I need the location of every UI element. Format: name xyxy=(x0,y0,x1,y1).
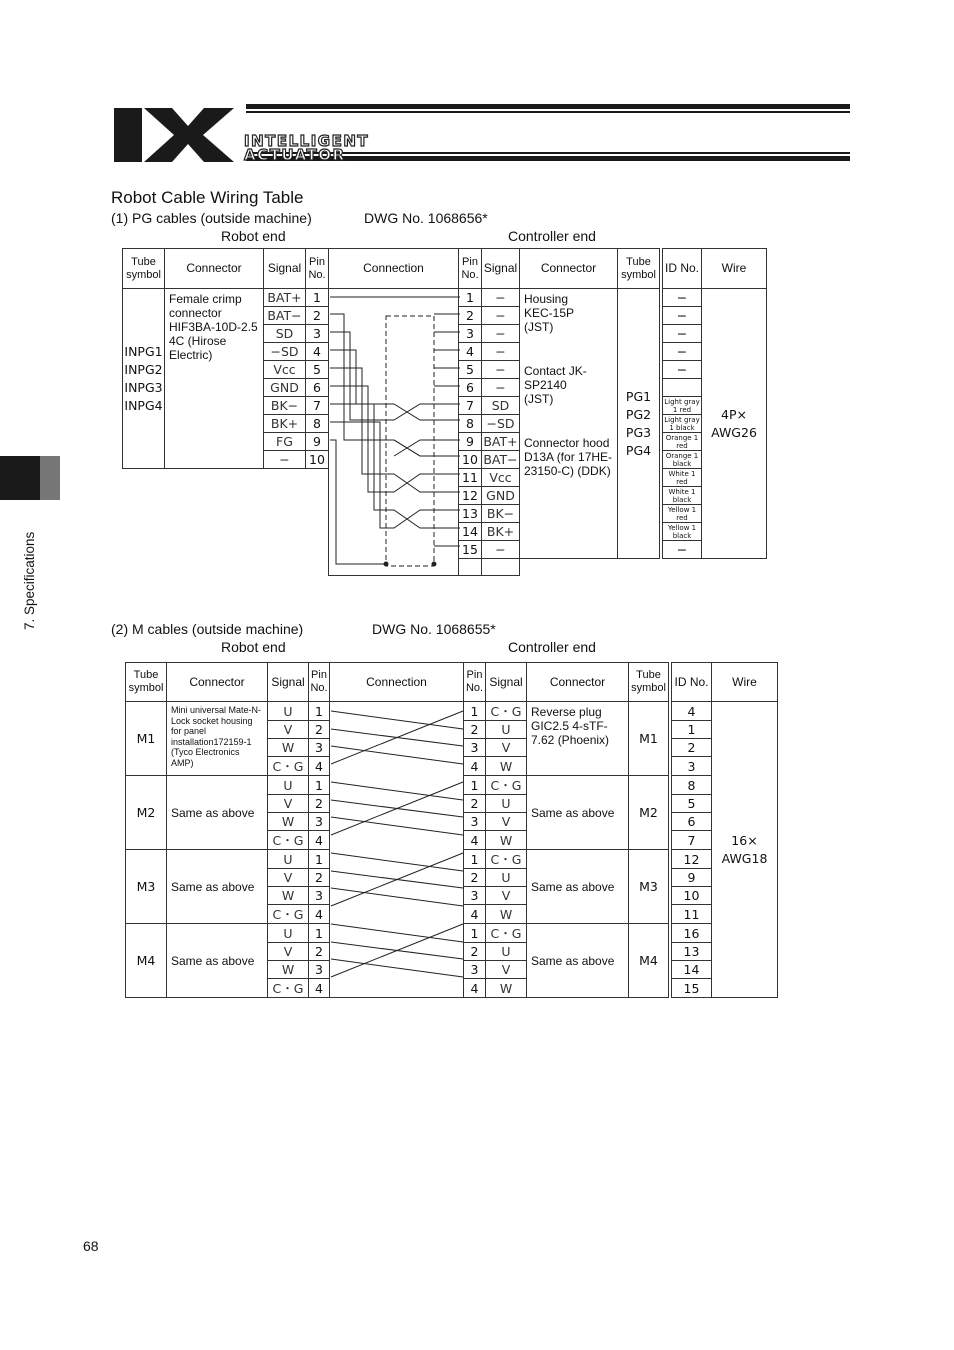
m-right-pin: 2 xyxy=(464,795,486,813)
m-right-pin: 4 xyxy=(464,831,486,850)
m-id: 3 xyxy=(672,757,712,776)
m-right-signal: W xyxy=(486,831,527,850)
m1-tube: M1 xyxy=(126,702,167,776)
m-h-wire: Wire xyxy=(712,663,778,702)
m-left-pin: 1 xyxy=(309,850,330,869)
m1-right-connector: Reverse plug GIC2.5 4-sTF-7.62 (Phoenix) xyxy=(527,702,629,776)
m-right-signal: C・G xyxy=(486,924,527,943)
m3-right-connector: Same as above xyxy=(527,850,629,924)
pg-right-pin: 15 xyxy=(459,541,482,559)
pg-id: Light gray 1 black xyxy=(664,415,700,432)
chapter-label: 7. Specifications xyxy=(22,531,37,630)
m-left-pin: 2 xyxy=(309,943,330,961)
m-h-pin-r: Pin No. xyxy=(464,663,486,702)
pg-left-pin: 10 xyxy=(306,451,329,469)
m-left-pin: 1 xyxy=(309,776,330,795)
pg-left-signal: FG xyxy=(264,433,306,451)
m-left-pin: 2 xyxy=(309,721,330,739)
pg-left-signal: BK− xyxy=(264,397,306,415)
pg-id: White 1 black xyxy=(663,487,702,505)
pg-id: Light gray 1 red xyxy=(664,397,700,414)
m-left-signal: C・G xyxy=(268,979,309,998)
pg-left-tube: INPG1 INPG2 INPG3 INPG4 xyxy=(123,289,165,469)
pg-right-pin: 5 xyxy=(459,361,482,379)
pg-left-signal: Vcc xyxy=(264,361,306,379)
m-right-pin: 4 xyxy=(464,905,486,924)
m-right-pin: 1 xyxy=(464,924,486,943)
pg-wiring-table xyxy=(122,248,776,576)
m-right-signal: W xyxy=(486,757,527,776)
pg-left-signal: − xyxy=(264,451,306,469)
chapter-tab-accent xyxy=(40,456,60,500)
pg-robot-end: Robot end xyxy=(221,228,286,244)
m-left-signal: V xyxy=(268,943,309,961)
pg-h-connector-r: Connector xyxy=(520,249,618,289)
pg-caption-text: (1) PG cables (outside machine) xyxy=(111,210,312,226)
m2-right-tube: M2 xyxy=(629,776,669,850)
m-right-pin: 2 xyxy=(464,943,486,961)
m-left-signal: U xyxy=(268,702,309,721)
pg-h-tube-r: Tube symbol xyxy=(618,249,660,289)
pg-right-signal: BK+ xyxy=(482,523,520,541)
m-right-pin: 4 xyxy=(464,979,486,998)
m-h-tube-r: Tube symbol xyxy=(629,663,669,702)
m-left-pin: 1 xyxy=(309,702,330,721)
pg-controller-end: Controller end xyxy=(508,228,596,244)
pg-left-signal: BK+ xyxy=(264,415,306,433)
pg-left-pin: 2 xyxy=(306,307,329,325)
m-caption-text: (2) M cables (outside machine) xyxy=(111,621,304,637)
pg-h-signal-r: Signal xyxy=(482,249,520,289)
m4-right-connector: Same as above xyxy=(527,924,629,998)
pg-left-pin: 6 xyxy=(306,379,329,397)
m-left-signal: C・G xyxy=(268,831,309,850)
m-id: 4 xyxy=(672,702,712,721)
pg-id: Yellow 1 black xyxy=(663,523,702,541)
m-left-pin: 3 xyxy=(309,887,330,905)
pg-id: − xyxy=(663,325,702,343)
page-title: Robot Cable Wiring Table xyxy=(111,188,304,207)
m-left-signal: W xyxy=(268,813,309,831)
pg-h-connection: Connection xyxy=(329,249,459,289)
m-id: 7 xyxy=(672,831,712,850)
m-left-signal: C・G xyxy=(268,905,309,924)
m-left-pin: 2 xyxy=(309,869,330,887)
m-right-pin: 3 xyxy=(464,961,486,979)
m-id: 12 xyxy=(672,850,712,869)
m-id: 8 xyxy=(672,776,712,795)
m-id: 2 xyxy=(672,739,712,757)
m-left-signal: W xyxy=(268,887,309,905)
m3-connector: Same as above xyxy=(167,850,268,924)
m-controller-end: Controller end xyxy=(508,639,596,655)
m1-connector: Mini universal Mate-N-Lock socket housing for panel installation172159-1 (Tyco Electronics AMP) xyxy=(167,702,268,776)
pg-right-signal: BAT+ xyxy=(483,434,518,449)
pg-h-pin-r: Pin No. xyxy=(459,249,482,289)
pg-connection-area xyxy=(329,289,459,576)
m1-right-tube: M1 xyxy=(629,702,669,776)
pg-left-signal: SD xyxy=(264,325,306,343)
m4-tube: M4 xyxy=(126,924,167,998)
pg-id: Yellow 1 red xyxy=(663,505,702,523)
pg-id: − xyxy=(663,307,702,325)
m-id: 11 xyxy=(672,905,712,924)
ix-logo-icon xyxy=(110,106,240,164)
m-left-pin: 4 xyxy=(309,905,330,924)
pg-h-signal: Signal xyxy=(264,249,306,289)
pg-left-signal: BAT− xyxy=(264,307,306,325)
m-right-signal: C・G xyxy=(486,850,527,869)
m-id: 6 xyxy=(672,813,712,831)
m-left-pin: 3 xyxy=(309,813,330,831)
m-left-signal: U xyxy=(268,924,309,943)
m-h-signal: Signal xyxy=(268,663,309,702)
pg-h-id: ID No. xyxy=(663,249,702,289)
m-id: 10 xyxy=(672,887,712,905)
pg-right-signal: − xyxy=(482,343,520,361)
pg-id: − xyxy=(663,361,702,379)
m-left-pin: 2 xyxy=(309,795,330,813)
pg-right-connector xyxy=(520,289,618,559)
m-left-pin: 3 xyxy=(309,961,330,979)
pg-caption xyxy=(111,210,488,226)
pg-left-signal: −SD xyxy=(264,343,306,361)
m-h-tube: Tube symbol xyxy=(126,663,167,702)
m-id: 9 xyxy=(672,869,712,887)
m-right-pin: 1 xyxy=(464,776,486,795)
pg-left-connector: Female crimp connector HIF3BA-10D-2.5 4C (Hirose Electric) xyxy=(165,289,264,469)
m-h-signal-r: Signal xyxy=(486,663,527,702)
m-right-pin: 3 xyxy=(464,813,486,831)
m-right-pin: 1 xyxy=(464,702,486,721)
m-right-signal: U xyxy=(486,869,527,887)
pg-left-pin: 8 xyxy=(306,415,329,433)
pg-contact: Contact JK-SP2140 (JST) xyxy=(524,364,587,406)
pg-right-tube: PG1 PG2 PG3 PG4 xyxy=(618,289,660,559)
m-right-pin: 2 xyxy=(464,721,486,739)
pg-id: White 1 red xyxy=(663,469,702,487)
logo-line1: INTELLIGENT xyxy=(244,132,370,150)
pg-right-pin: 2 xyxy=(459,307,482,325)
m4-right-tube: M4 xyxy=(629,924,669,998)
m-id: 13 xyxy=(672,943,712,961)
m-left-signal: V xyxy=(268,721,309,739)
m-h-id: ID No. xyxy=(672,663,712,702)
pg-hood: Connector hood D13A (for 17HE-23150-C) (DDK) xyxy=(524,436,613,478)
m-h-pin: Pin No. xyxy=(309,663,330,702)
m-left-signal: U xyxy=(268,850,309,869)
m-right-pin: 3 xyxy=(464,887,486,905)
pg-left-pin: 3 xyxy=(306,325,329,343)
pg-dwg: DWG No. 1068656* xyxy=(364,210,488,226)
pg-h-connector: Connector xyxy=(165,249,264,289)
m-right-signal: W xyxy=(486,979,527,998)
pg-right-signal: − xyxy=(482,289,520,307)
pg-right-pin: 1 xyxy=(459,289,482,307)
pg-right-signal: −SD xyxy=(482,415,520,433)
pg-left-pin: 9 xyxy=(306,433,329,451)
m-left-signal: V xyxy=(268,869,309,887)
logo-line2: ACTUATOR xyxy=(244,146,346,164)
pg-right-signal: − xyxy=(482,361,520,379)
m-left-pin: 4 xyxy=(309,757,330,776)
m4-connector: Same as above xyxy=(167,924,268,998)
pg-right-signal: Vcc xyxy=(482,469,520,487)
pg-right-pin: 9 xyxy=(459,433,482,451)
m-right-signal: V xyxy=(486,813,527,831)
pg-right-signal: GND xyxy=(482,487,520,505)
m-left-signal: W xyxy=(268,739,309,757)
m-left-pin: 1 xyxy=(309,924,330,943)
pg-left-pin: 4 xyxy=(306,343,329,361)
m-wire: 16× AWG18 xyxy=(712,702,778,998)
pg-right-pin: 14 xyxy=(459,523,482,541)
pg-h-wire: Wire xyxy=(702,249,767,289)
pg-right-signal: BK− xyxy=(482,505,520,523)
m-right-pin: 3 xyxy=(464,739,486,757)
pg-right-signal: BAT− xyxy=(483,452,518,467)
pg-right-signal: − xyxy=(482,325,520,343)
pg-right-pin: 7 xyxy=(459,397,482,415)
m2-tube: M2 xyxy=(126,776,167,850)
m-right-signal: U xyxy=(486,795,527,813)
pg-wire: 4P× AWG26 xyxy=(702,289,767,559)
m-right-signal: V xyxy=(486,961,527,979)
m-right-signal: U xyxy=(486,721,527,739)
pg-right-pin: 8 xyxy=(459,415,482,433)
m-left-pin: 4 xyxy=(309,979,330,998)
pg-right-pin: 10 xyxy=(459,451,482,469)
m-left-signal: W xyxy=(268,961,309,979)
chapter-tab xyxy=(0,456,40,500)
m-right-pin: 2 xyxy=(464,869,486,887)
m-right-signal: V xyxy=(486,739,527,757)
m3-right-tube: M3 xyxy=(629,850,669,924)
m-id: 1 xyxy=(672,721,712,739)
pg-right-pin: 6 xyxy=(459,379,482,397)
pg-right-signal: − xyxy=(482,379,520,397)
pg-left-pin: 5 xyxy=(306,361,329,379)
m-right-signal: C・G xyxy=(486,776,527,795)
m-left-signal: U xyxy=(268,776,309,795)
pg-left-signal: BAT+ xyxy=(264,289,306,307)
m-dwg: DWG No. 1068655* xyxy=(372,621,496,637)
m-caption xyxy=(111,621,496,637)
m-connection-area xyxy=(330,702,464,998)
m-right-signal: W xyxy=(486,905,527,924)
pg-right-pin: 12 xyxy=(459,487,482,505)
m-right-signal: V xyxy=(486,887,527,905)
m-right-signal: C・G xyxy=(486,702,527,721)
m-right-pin: 1 xyxy=(464,850,486,869)
pg-right-signal: SD xyxy=(482,397,520,415)
m-id: 16 xyxy=(672,924,712,943)
pg-right-signal: − xyxy=(482,307,520,325)
pg-id: Orange 1 black xyxy=(663,451,702,469)
pg-right-pin: 13 xyxy=(459,505,482,523)
pg-left-pin: 7 xyxy=(306,397,329,415)
pg-right-pin: 11 xyxy=(459,469,482,487)
m-id: 5 xyxy=(672,795,712,813)
pg-h-pin: Pin No. xyxy=(306,249,329,289)
m-h-connector: Connector xyxy=(167,663,268,702)
m-id: 15 xyxy=(672,979,712,998)
pg-id: Orange 1 red xyxy=(663,433,702,451)
page-number: 68 xyxy=(83,1238,99,1254)
m2-connector: Same as above xyxy=(167,776,268,850)
pg-housing: Housing KEC-15P (JST) xyxy=(524,292,574,334)
m-wiring-table xyxy=(125,662,778,998)
m-right-pin: 4 xyxy=(464,757,486,776)
pg-right-pin: 4 xyxy=(459,343,482,361)
pg-id: − xyxy=(663,343,702,361)
pg-id: − xyxy=(663,541,702,559)
pg-id xyxy=(663,379,702,397)
m-right-signal: U xyxy=(486,943,527,961)
m-id: 14 xyxy=(672,961,712,979)
m2-right-connector: Same as above xyxy=(527,776,629,850)
m-left-signal: V xyxy=(268,795,309,813)
pg-left-signal: GND xyxy=(264,379,306,397)
m-left-pin: 3 xyxy=(309,739,330,757)
pg-right-signal: − xyxy=(482,541,520,559)
m-left-pin: 4 xyxy=(309,831,330,850)
m-left-signal: C・G xyxy=(268,757,309,776)
m3-tube: M3 xyxy=(126,850,167,924)
m-h-connection: Connection xyxy=(330,663,464,702)
m-robot-end: Robot end xyxy=(221,639,286,655)
pg-left-pin: 1 xyxy=(306,289,329,307)
logo xyxy=(110,104,850,166)
pg-right-pin: 3 xyxy=(459,325,482,343)
m-h-connector-r: Connector xyxy=(527,663,629,702)
pg-id: − xyxy=(663,289,702,307)
pg-h-tube: Tube symbol xyxy=(123,249,165,289)
